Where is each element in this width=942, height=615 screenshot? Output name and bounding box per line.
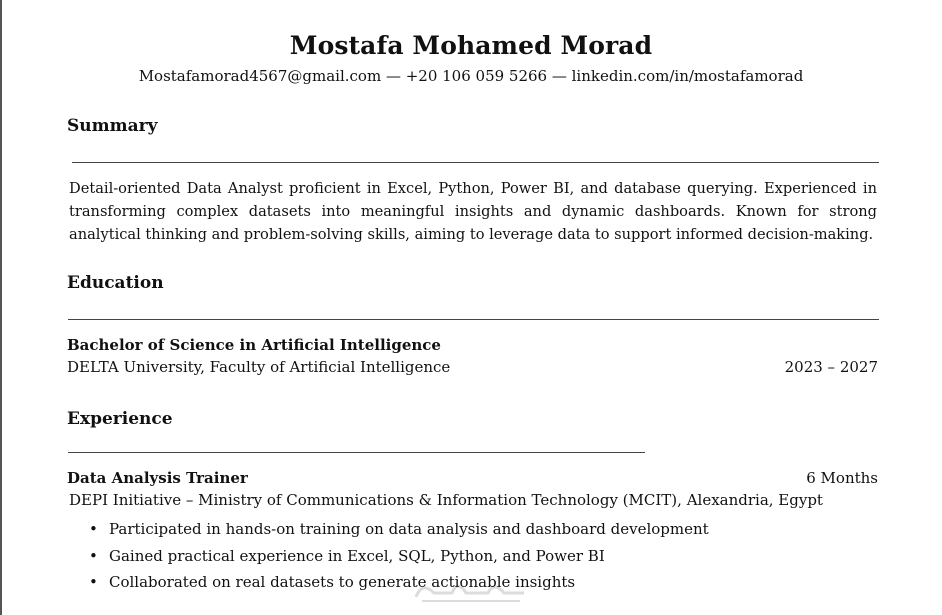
watermark-logo xyxy=(412,571,530,607)
bullet-icon: • xyxy=(89,520,98,538)
summary-text: Detail-oriented Data Analyst proficient in Excel, Python, Power BI, and database querying. Experienced in transforming complex datasets into meaningful insights and dynamic dashboards. Known for strong analytical thinking and problem-solving skills, aiming to leverage data to support informed decision-making. xyxy=(69,180,877,243)
experience-bullets xyxy=(89,516,709,596)
experience-divider xyxy=(68,452,645,453)
bullet-icon: • xyxy=(89,546,98,565)
list-item: • Participated in hands-on training on data analysis and dashboard development xyxy=(89,516,709,543)
list-item: • Gained practical experience in Excel, SQL, Python, and Power BI xyxy=(89,543,709,570)
job-role: Data Analysis Trainer xyxy=(67,469,248,487)
institution: DELTA University, Faculty of Artificial Intelligence xyxy=(67,358,451,376)
education-dates: 2023 – 2027 xyxy=(784,358,878,376)
job-organization: DEPI Initiative – Ministry of Communications & Information Technology (MCIT), Alexandria, Egypt xyxy=(69,491,823,509)
experience-heading: Experience xyxy=(67,409,173,429)
education-divider xyxy=(68,319,879,320)
education-heading: Education xyxy=(67,273,164,293)
job-duration: 6 Months xyxy=(806,469,878,487)
candidate-name: Mostafa Mohamed Morad xyxy=(289,31,653,60)
degree-title: Bachelor of Science in Artificial Intelligence xyxy=(67,336,441,354)
contact-line: Mostafamorad4567@gmail.com — +20 106 059 5266 — linkedin.com/in/mostafamorad xyxy=(138,67,804,85)
bullet-icon: • xyxy=(89,573,98,591)
summary-heading: Summary xyxy=(67,116,158,136)
list-item: • Collaborated on real datasets to generate actionable insights xyxy=(89,569,709,596)
summary-divider xyxy=(72,162,879,163)
page-left-edge xyxy=(0,0,2,615)
